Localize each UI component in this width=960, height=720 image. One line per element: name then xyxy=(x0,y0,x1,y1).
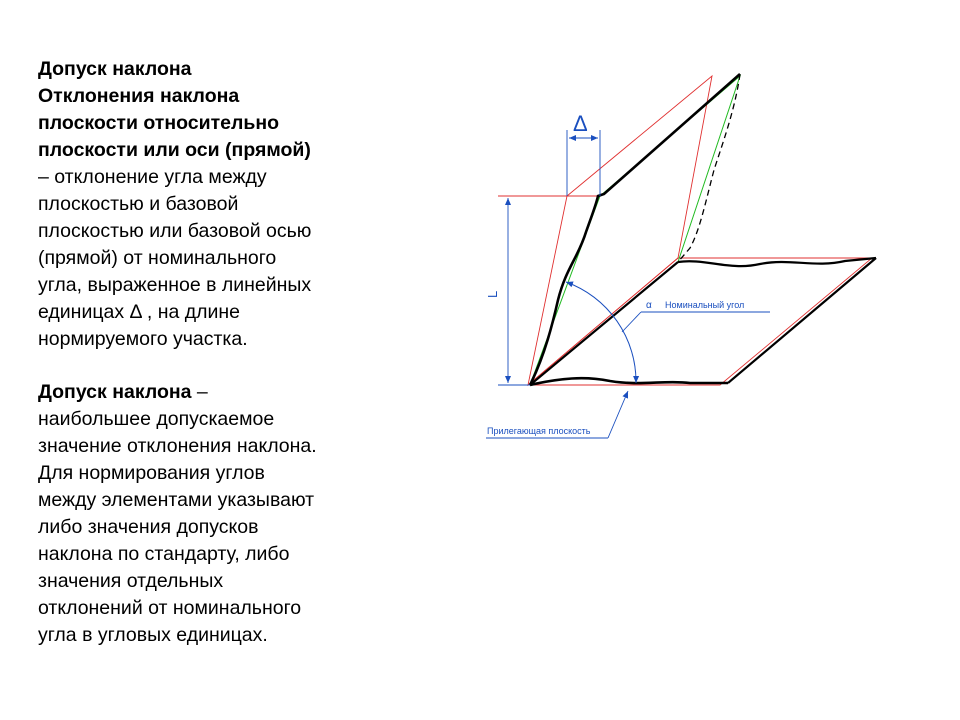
definition-line-3: плоскостью или базовой осью xyxy=(38,220,312,242)
tolerance-line-5: либо значения допусков xyxy=(38,516,259,538)
nominal-angle-leader xyxy=(622,312,641,332)
definition-line-1: – отклонение угла между xyxy=(38,166,267,188)
heading-tolerance-of-inclination: Допуск наклона xyxy=(38,58,192,80)
definition-line-6: единицах Δ , на длине xyxy=(38,301,241,323)
heading-tolerance: Допуск наклона xyxy=(38,381,192,403)
definition-line-2: плоскостью и базовой xyxy=(38,193,239,215)
tolerance-line-2: значение отклонения наклона. xyxy=(38,435,317,457)
adjacent-plane-callout xyxy=(486,391,628,438)
heading-tolerance-dash: – xyxy=(191,381,208,403)
tolerance-line-3: Для нормирования углов xyxy=(38,462,265,484)
adjacent-base-plane xyxy=(528,258,872,385)
adjacent-plane-leader xyxy=(608,391,628,438)
tolerance-line-4: между элементами указывают xyxy=(38,489,315,511)
tolerance-line-8: отклонений от номинального xyxy=(38,597,302,619)
nominal-angle-arc xyxy=(566,282,636,383)
tolerance-line-1: наибольшее допускаемое xyxy=(38,408,275,430)
real-base-right-edge xyxy=(728,258,876,383)
real-base-back-edge xyxy=(678,258,876,266)
length-dimension xyxy=(485,198,530,385)
nominal-angle xyxy=(566,282,770,383)
definition-line-4: (прямой) от номинального xyxy=(38,247,277,269)
delta-dimension xyxy=(567,111,600,196)
real-inclined-surface xyxy=(530,74,740,385)
heading-line-4: плоскости или оси (прямой) xyxy=(38,139,311,161)
heading-line-3: плоскости относительно xyxy=(38,112,280,134)
heading-line-2: Отклонения наклона xyxy=(38,85,240,107)
adjacent-plane-label: Прилегающая плоскость xyxy=(487,426,591,436)
alpha-label: α xyxy=(646,300,652,311)
nominal-angle-label: Номинальный угол xyxy=(665,300,745,310)
tolerance-line-9: угла в угловых единицах. xyxy=(38,624,268,646)
delta-label: Δ xyxy=(573,111,588,136)
nominal-plane xyxy=(530,76,740,385)
definition-line-7: нормируемого участка. xyxy=(38,328,248,350)
definition-line-5: угла, выраженное в линейных xyxy=(38,274,312,296)
real-base-surface xyxy=(530,378,728,385)
length-label: L xyxy=(485,290,500,298)
nominal-inclined-edge xyxy=(530,76,740,385)
tolerance-line-6: наклона по стандарту, либо xyxy=(38,543,290,565)
tolerance-line-7: значения отдельных xyxy=(38,570,224,592)
